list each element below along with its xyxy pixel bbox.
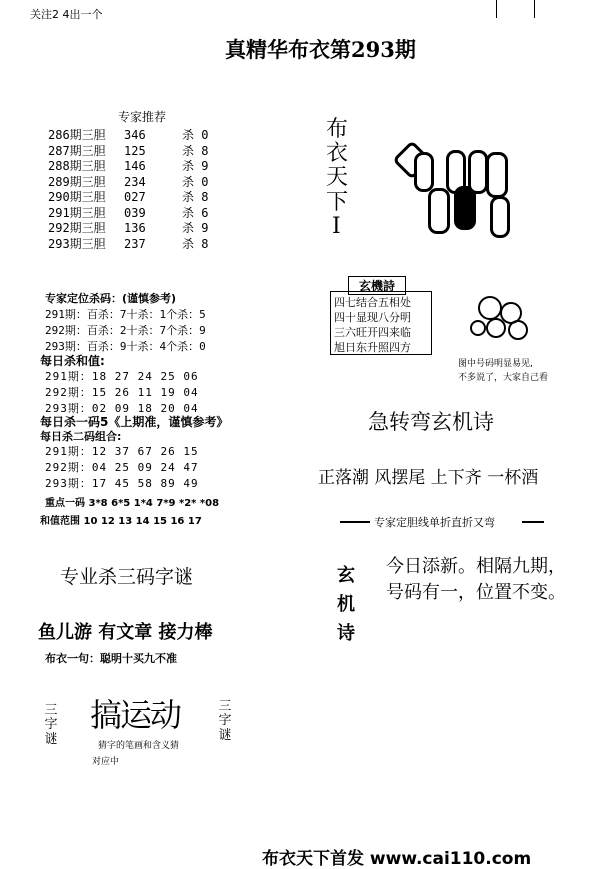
row-nums: 136 xyxy=(124,221,146,235)
row-period: 289期三胆 xyxy=(48,174,106,189)
table-row xyxy=(48,142,222,159)
top-right-marks-2 xyxy=(534,0,535,18)
xuanji-title: 玄機詩 xyxy=(348,276,406,295)
kill-two-row: 291期：12 37 67 26 15 xyxy=(45,445,199,458)
page-title: 真精华布衣第293期 xyxy=(225,37,416,62)
picture-caption: 图中号码明显易见, xyxy=(458,359,533,369)
expert-divider xyxy=(522,521,544,523)
coin-icon xyxy=(486,318,506,338)
row-nums: 234 xyxy=(124,174,146,189)
row-kill: 杀 8 xyxy=(182,236,209,251)
row-nums: 346 xyxy=(124,128,146,142)
position-row: 291期：百杀：7十杀：1个杀：5 xyxy=(45,308,206,321)
today-line: 号码有一，位置不变。 xyxy=(386,582,566,603)
row-period: 292期三胆 xyxy=(48,221,106,235)
row-nums: 039 xyxy=(124,205,146,220)
chain-link xyxy=(428,188,450,234)
kill-two-title: 每日杀二码组合: xyxy=(40,430,122,443)
table-row xyxy=(48,157,222,174)
row-kill: 杀 9 xyxy=(182,221,209,235)
idiom-line: 正落潮 风摆尾 上下齐 一杯酒 xyxy=(318,468,539,488)
chain-link xyxy=(486,152,508,198)
buyi-line: 布衣一句：聪明十买九不准 xyxy=(45,652,177,665)
table-row xyxy=(48,204,222,221)
table-row xyxy=(48,235,222,252)
row-period: 291期三胆 xyxy=(48,205,106,220)
row-period: 287期三胆 xyxy=(48,143,106,158)
riddle-note-1: 猜字的笔画和含义猜 xyxy=(98,741,180,751)
position-row: 292期：百杀：2十杀：7个杀：9 xyxy=(45,324,206,337)
expert-line: 专家定胆线单折直折又弯 xyxy=(374,516,495,529)
row-nums: 146 xyxy=(124,159,146,173)
kill-two-row: 292期：04 25 09 24 47 xyxy=(45,461,199,474)
position-title: 专家定位杀码：(谨慎参考) xyxy=(45,292,177,305)
row-period: 290期三胆 xyxy=(48,190,106,204)
three-char-left: 三字谜 xyxy=(44,703,58,747)
coin-icon xyxy=(470,320,486,336)
focus-code: 重点一码 3*8 6*5 1*4 7*9 *2* *08 xyxy=(45,498,220,509)
table-row xyxy=(48,219,222,236)
riddle-word: 搞运动 xyxy=(90,696,181,734)
chain-link xyxy=(468,150,488,194)
xuan-vertical: 玄机诗 xyxy=(337,565,355,644)
sum-range: 和值范围 10 12 13 14 15 16 17 xyxy=(40,516,202,527)
riddle-note-2: 对应中 xyxy=(92,757,120,767)
row-kill: 杀 0 xyxy=(182,128,209,142)
table-row xyxy=(48,126,222,143)
three-char-right: 三字谜 xyxy=(218,699,232,743)
row-kill: 杀 9 xyxy=(182,159,209,173)
table-row xyxy=(48,173,222,190)
sum-row: 291期：18 27 24 25 06 xyxy=(45,370,199,383)
poem-line: 四七结合五相处 xyxy=(334,296,411,309)
row-kill: 杀 6 xyxy=(182,205,209,220)
buyi-vertical: 布衣天下 xyxy=(326,117,349,215)
expert-divider xyxy=(340,521,370,523)
buyi-roman: I xyxy=(332,214,341,239)
table-row xyxy=(48,188,222,205)
row-period: 286期三胆 xyxy=(48,128,106,142)
footer: 布衣天下首发 www.cai110.com xyxy=(262,849,532,869)
kill-two-row: 293期：17 45 58 89 49 xyxy=(45,477,199,490)
row-kill: 杀 8 xyxy=(182,143,209,158)
poem-line: 三六旺开四来临 xyxy=(334,326,411,339)
row-nums: 027 xyxy=(124,190,146,204)
coin-icon xyxy=(508,320,528,340)
row-nums: 237 xyxy=(124,236,146,251)
today-line: 今日添新。相隔九期， xyxy=(386,556,566,577)
row-nums: 125 xyxy=(124,143,146,158)
riddle-line: 鱼儿游 有文章 接力棒 xyxy=(38,622,213,643)
row-period: 288期三胆 xyxy=(48,159,106,173)
sum-title: 每日杀和值: xyxy=(40,354,105,368)
chain-link xyxy=(490,196,510,238)
picture-caption: 不多说了，大家自己看 xyxy=(458,373,549,383)
sum-row: 292期：15 26 11 19 04 xyxy=(45,386,199,399)
chain-link xyxy=(414,152,434,192)
follow-note: 关注2 4出一个 xyxy=(30,8,103,21)
poem-line: 四十显现八分明 xyxy=(334,311,411,324)
experts-title: 专家推荐 xyxy=(118,110,167,124)
sum-row: 293期：02 09 18 20 04 xyxy=(45,402,199,415)
kill-one-title: 每日杀一码5《上期准，谨慎参考》 xyxy=(40,415,229,429)
position-row: 293期：百杀：9十杀：4个杀：0 xyxy=(45,340,206,353)
row-kill: 杀 8 xyxy=(182,190,209,204)
urgent-poem-title: 急转弯玄机诗 xyxy=(368,410,494,434)
poem-line: 旭日东升照四方 xyxy=(334,341,411,354)
coin-icon xyxy=(478,296,502,320)
row-period: 293期三胆 xyxy=(48,236,106,251)
top-right-marks xyxy=(496,0,497,18)
row-kill: 杀 0 xyxy=(182,174,209,189)
riddle-title: 专业杀三码字谜 xyxy=(60,566,194,588)
